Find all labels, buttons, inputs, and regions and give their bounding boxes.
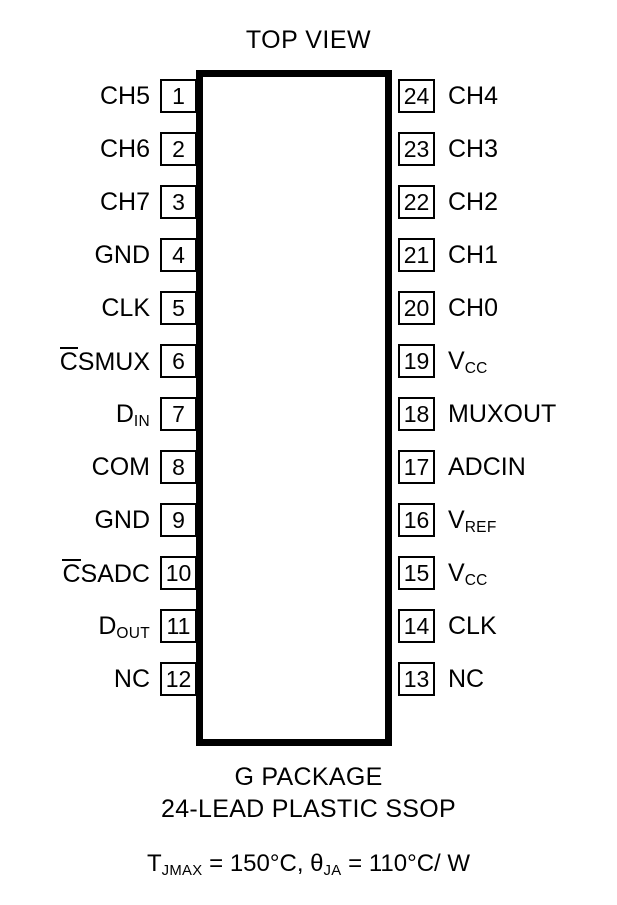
pin-row	[395, 388, 617, 440]
pin-label-right-19: V $_{CC}$	[448, 346, 488, 377]
pin-label-right-22: CH2	[448, 187, 499, 216]
pin-row	[0, 335, 200, 387]
pin-label-right-18: MUXOUT	[448, 399, 557, 428]
pin-number-2: 2	[160, 132, 197, 166]
pin-label-right-13: NC	[448, 664, 485, 693]
pin-number-9: 9	[160, 503, 197, 537]
pin-row	[0, 441, 200, 493]
pin-number-24: 24	[398, 79, 435, 113]
pin-label-right-16: V $_{REF}$	[448, 505, 497, 536]
pin-number-10: 10	[160, 556, 197, 590]
pin-number-1: 1	[160, 79, 197, 113]
pin-row	[395, 229, 617, 281]
pin-row	[395, 282, 617, 334]
pin-layout	[0, 70, 617, 750]
pin-number-11: 11	[160, 609, 197, 643]
pin-label-left-4: GND	[94, 240, 150, 269]
pin-number-13: 13	[398, 662, 435, 696]
pin-row	[0, 70, 200, 122]
pin-number-20: 20	[398, 291, 435, 325]
pin-number-3: 3	[160, 185, 197, 219]
pin-number-19: 19	[398, 344, 435, 378]
pin-number-14: 14	[398, 609, 435, 643]
pin-number-17: 17	[398, 450, 435, 484]
pin-number-5: 5	[160, 291, 197, 325]
pin-row	[0, 123, 200, 175]
pin-row	[395, 600, 617, 652]
package-name-caption: G PACKAGE	[234, 763, 383, 791]
pin-label-left-1: CH5	[99, 81, 150, 110]
pin-row	[0, 600, 200, 652]
pin-row	[395, 494, 617, 546]
pin-number-22: 22	[398, 185, 435, 219]
thermal-resistance-note: $T_{JMAX} = 150^\circ C$, $\theta_{JA} = 110^\circ C/$ W	[146, 850, 471, 880]
pin-row	[0, 653, 200, 705]
pin-number-4: 4	[160, 238, 197, 272]
pin-number-15: 15	[398, 556, 435, 590]
overline-text: C	[62, 560, 81, 588]
pin-row	[395, 441, 617, 493]
pin-row	[0, 176, 200, 228]
pin-number-21: 21	[398, 238, 435, 272]
pin-label-left-5: CLK	[101, 293, 150, 322]
pin-label-left-10: C SADC	[62, 560, 150, 588]
pin-label-left-8: COM	[91, 452, 150, 481]
pin-row	[395, 70, 617, 122]
overline-text: C	[59, 348, 78, 376]
pin-row	[0, 547, 200, 599]
pin-label-right-17: ADCIN	[448, 452, 526, 481]
pin-label-left-6: C SMUX	[59, 348, 150, 376]
pin-row	[395, 176, 617, 228]
pin-number-18: 18	[398, 397, 435, 431]
pin-row	[395, 653, 617, 705]
pin-number-23: 23	[398, 132, 435, 166]
pin-label-right-20: CH0	[448, 293, 499, 322]
pin-label-left-11: D $_{OUT}$	[98, 611, 150, 642]
pin-row	[0, 388, 200, 440]
pin-label-left-3: CH7	[99, 187, 150, 216]
pin-number-6: 6	[160, 344, 197, 378]
pin-label-right-15: V $_{CC}$	[448, 558, 488, 589]
pin-row	[0, 282, 200, 334]
pin-label-right-21: CH1	[448, 240, 499, 269]
pin-row	[0, 494, 200, 546]
pin-row	[395, 335, 617, 387]
pin-row	[0, 229, 200, 281]
pin-row	[395, 123, 617, 175]
pin-label-left-12: NC	[113, 664, 150, 693]
pin-label-right-14: CLK	[448, 611, 497, 640]
pin-label-right-24: CH4	[448, 81, 499, 110]
pin-label-right-23: CH3	[448, 134, 499, 163]
pin-number-8: 8	[160, 450, 197, 484]
package-description-caption: 24-LEAD PLASTIC SSOP	[160, 795, 456, 823]
pin-row	[395, 547, 617, 599]
pin-label-left-7: D $_{IN}$	[115, 399, 150, 430]
pin-label-left-2: CH6	[99, 134, 150, 163]
pin-number-16: 16	[398, 503, 435, 537]
pin-number-7: 7	[160, 397, 197, 431]
pin-label-left-9: GND	[94, 505, 150, 534]
pin-number-12: 12	[160, 662, 197, 696]
diagram-title: TOP VIEW	[245, 26, 372, 54]
